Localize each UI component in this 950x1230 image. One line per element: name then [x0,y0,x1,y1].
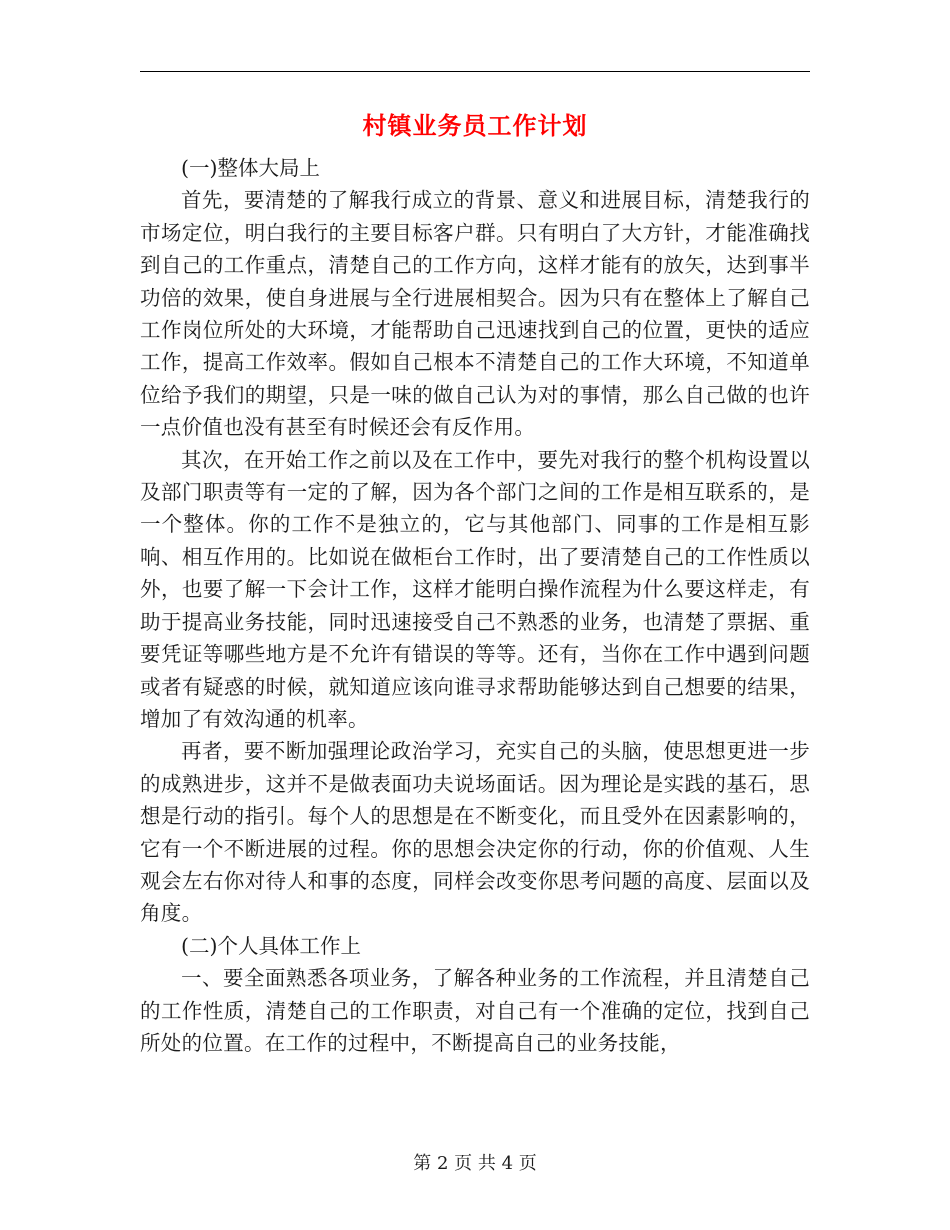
document-body [140,152,810,1059]
paragraph: 一、要全面熟悉各项业务，了解各种业务的工作流程，并且清楚自己的工作性质，清楚自己的工作职责，对自己有一个准确的定位，找到自己所处的位置。在工作的过程中，不断提高自己的业务技能， [140,966,810,1055]
paragraph: 首先，要清楚的了解我行成立的背景、意义和进展目标，清楚我行的市场定位，明白我行的主要目标客户群。只有明白了大方针，才能准确找到自己的工作重点，清楚自己的工作方向，这样才能有的放矢，达到事半功倍的效果，使自身进展与全行进展相契合。因为只有在整体上了解自己工作岗位所处的大环境，才能帮助自己迅速找到自己的位置，更快的适应工作，提高工作效率。假如自己根本不清楚自己的工作大环境，不知道单位给予我们的期望，只是一味的做自己认为对的事情，那么自己做的也许一点价值也没有甚至有时候还会有反作用。 [140,188,810,440]
page-number-footer: 第 2 页 共 4 页 [413,1153,537,1174]
section-heading-1: (一)整体大局上 [181,156,320,180]
header-rule [140,71,810,72]
paragraph: 其次，在开始工作之前以及在工作中，要先对我行的整个机构设置以及部门职责等有一定的了解，因为各个部门之间的工作是相互联系的，是一个整体。你的工作不是独立的，它与其他部门、同事的工作是相互影响、相互作用的。比如说在做柜台工作时，出了要清楚自己的工作性质以外，也要了解一下会计工作，这样才能明白操作流程为什么要这样走，有助于提高业务技能，同时迅速接受自己不熟悉的业务，也清楚了票据、重要凭证等哪些地方是不允许有错误的等等。还有，当你在工作中遇到问题或者有疑惑的时候，就知道应该向谁寻求帮助能够达到自己想要的结果，增加了有效沟通的机率。 [140,447,810,731]
section-heading-2: (二)个人具体工作上 [181,933,361,958]
paragraph: 再者，要不断加强理论政治学习，充实自己的头脑，使思想更进一步的成熟进步，这并不是做表面功夫说场面话。因为理论是实践的基石，思想是行动的指引。每个人的思想是在不断变化，而且受外在因素影响的，它有一个不断进展的过程。你的思想会决定你的行动，你的价值观、人生观会左右你对待人和事的态度，同样会改变你思考问题的高度、层面以及角度。 [140,739,810,926]
document-title: 村镇业务员工作计划 [362,111,588,140]
